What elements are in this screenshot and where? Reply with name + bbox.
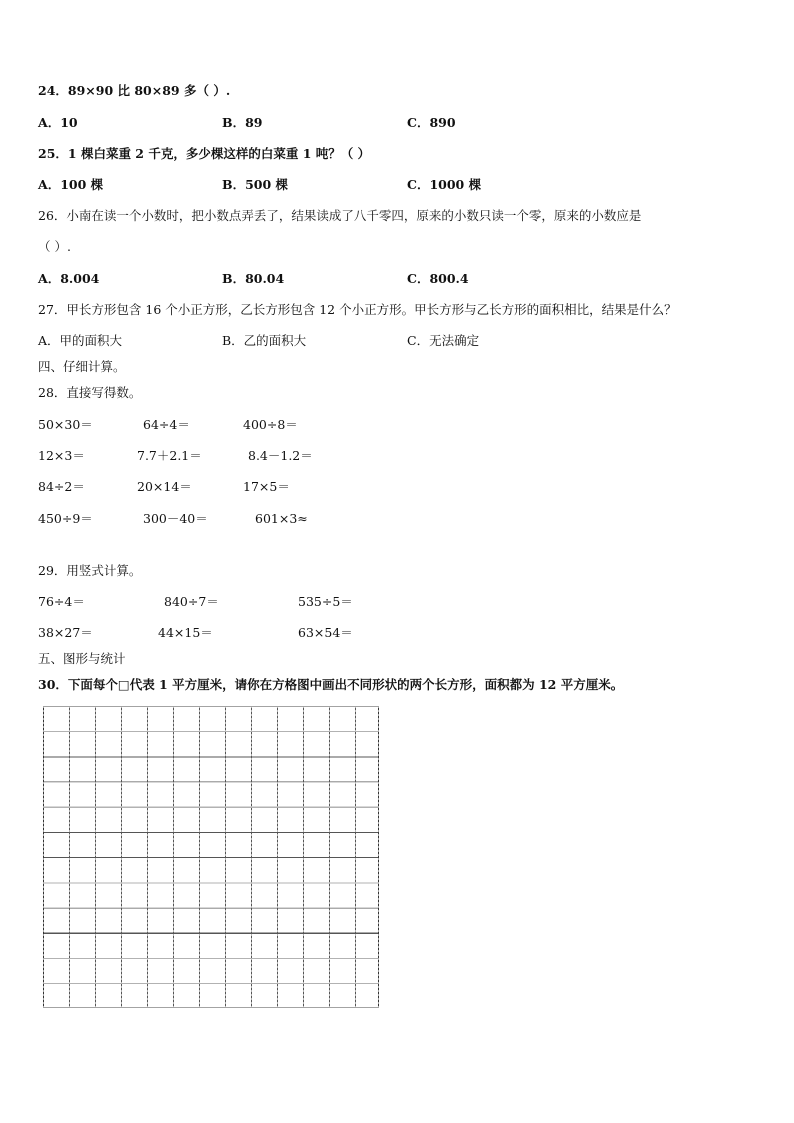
q28-expr: 17×5＝ [243,479,290,494]
q29-expr: 38×27＝ [38,625,93,640]
q28-expr: 20×14＝ [137,479,192,494]
q28-expr: 50×30＝ [38,417,93,432]
q28-expr: 64÷4＝ [143,417,190,432]
q24-option-a[interactable]: A．10 [38,115,78,130]
q25-option-c[interactable]: C．1000 棵 [407,177,482,192]
question-26-stem-line2: （ ）. [38,239,71,254]
square-grid[interactable] [43,706,379,1008]
q29-expr: 840÷7＝ [164,594,219,609]
question-28-stem: 28．直接写得数。 [38,385,142,400]
q24-option-c[interactable]: C．890 [407,115,456,130]
question-30-stem: 30．下面每个□代表 1 平方厘米，请你在方格图中画出不同形状的两个长方形，面积都为 12 平方厘米。 [38,677,624,692]
section-5-heading: 五、图形与统计 [38,651,126,666]
q29-expr: 63×54＝ [298,625,353,640]
q28-expr: 7.7＋2.1＝ [137,448,202,463]
q25-option-a[interactable]: A．100 棵 [38,177,104,192]
q28-expr: 601×3≈ [255,511,308,526]
question-27-stem: 27．甲长方形包含 16 个小正方形，乙长方形包含 12 个小正方形。甲长方形与乙长方形的面积相比，结果是什么？ [38,302,677,317]
q26-option-b[interactable]: B．80.04 [222,271,285,286]
q26-option-c[interactable]: C．800.4 [407,271,469,286]
q29-expr: 76÷4＝ [38,594,85,609]
q29-expr: 44×15＝ [158,625,213,640]
q28-expr: 300－40＝ [143,511,208,526]
q28-expr: 12×3＝ [38,448,85,463]
q28-expr: 84÷2＝ [38,479,85,494]
q24-option-b[interactable]: B．89 [222,115,263,130]
q27-option-c[interactable]: C．无法确定 [407,333,480,348]
q27-option-a[interactable]: A．甲的面积大 [38,333,123,348]
question-29-stem: 29．用竖式计算。 [38,563,142,578]
q28-expr: 450÷9＝ [38,511,93,526]
question-26-stem-line1: 26．小南在读一个小数时，把小数点弄丢了，结果读成了八千零四，原来的小数只读一个零，原来的小数应是 [38,208,642,223]
q25-option-b[interactable]: B．500 棵 [222,177,289,192]
question-25-stem: 25．1 棵白菜重 2 千克，多少棵这样的白菜重 1 吨？（ ） [38,146,371,161]
q27-option-b[interactable]: B．乙的面积大 [222,333,307,348]
q28-expr: 8.4－1.2＝ [248,448,313,463]
question-24-stem: 24．89×90 比 80×89 多（ ）. [38,83,231,98]
q29-expr: 535÷5＝ [298,594,353,609]
q28-expr: 400÷8＝ [243,417,298,432]
section-4-heading: 四、仔细计算。 [38,359,126,374]
q26-option-a[interactable]: A．8.004 [38,271,100,286]
